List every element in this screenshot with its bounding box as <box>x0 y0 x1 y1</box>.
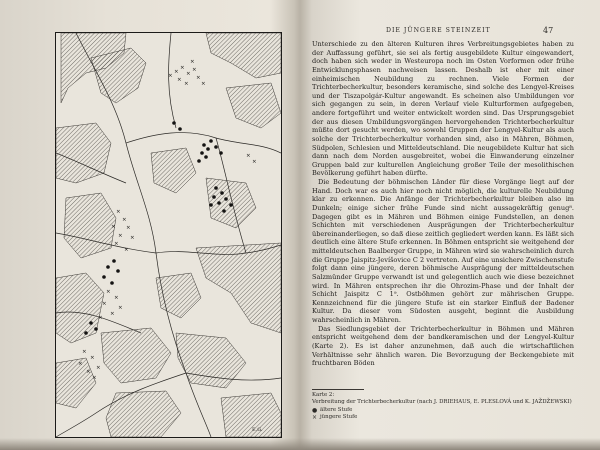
left-page <box>0 0 292 450</box>
svg-text:×: × <box>201 81 206 87</box>
svg-text:×: × <box>86 369 91 375</box>
legend-label: jüngere Stufe <box>320 414 358 421</box>
svg-text:×: × <box>186 71 191 77</box>
svg-text:×: × <box>118 305 123 311</box>
distribution-map <box>55 32 282 438</box>
svg-text:×: × <box>190 59 195 65</box>
svg-text:×: × <box>174 69 179 75</box>
body-text <box>312 40 574 368</box>
legend-label: ältere Stufe <box>320 406 353 413</box>
map-corner-label: E.G. <box>252 427 263 433</box>
svg-text:×: × <box>82 349 87 355</box>
svg-text:×: × <box>102 301 107 307</box>
svg-text:×: × <box>126 225 131 231</box>
svg-text:×: × <box>114 295 119 301</box>
running-head: DIE JÜNGERE STEINZEIT <box>386 27 491 34</box>
svg-text:×: × <box>98 315 103 321</box>
map-caption <box>312 392 576 422</box>
map-svg <box>56 33 281 437</box>
svg-text:×: × <box>177 77 182 83</box>
svg-text:×: × <box>96 365 101 371</box>
svg-text:×: × <box>124 247 129 253</box>
svg-text:×: × <box>130 235 135 241</box>
caption-title: Karte 2: <box>312 392 335 398</box>
page-shadow <box>0 438 600 450</box>
svg-text:×: × <box>252 159 257 165</box>
svg-text:×: × <box>180 65 185 71</box>
svg-text:×: × <box>184 81 189 87</box>
svg-text:×: × <box>122 217 127 223</box>
right-page <box>296 0 600 450</box>
svg-text:×: × <box>246 153 251 159</box>
page-number: 47 <box>543 26 554 35</box>
svg-text:×: × <box>192 67 197 73</box>
caption-text: Verbreitung der Trichterbecherkultur (nach J. DRIEHAUS, E. PLESLOVÁ und K. JAŽDŽEWSKI) <box>312 399 572 406</box>
svg-text:×: × <box>118 233 123 239</box>
svg-text:×: × <box>92 375 97 381</box>
paragraph-2: Die Bedeutung der böhmischen Länder für diese Vorgänge liegt auf der Hand. Doch war es auch hier noch nicht möglich, die kulturelle Neubildung klar zu erkennen. Die Anfänge der Trichterbecherkultur bleiben also im Dunkeln; einige sicher frühe Funde sind nicht aussagekräftig genug⁸. Dagegen gibt es in Mähren und Böhmen einige Fundstellen, an denen Schichten mit verschiedenen Ausprägungen der Trichterbecherkultur übereinanderliegen, so daß diese zeitlich gegliedert werden kann. Es läßt sich deutlich eine ältere Stufe erkennen. In Böhmen entspricht sie weitgehend der mitteldeutschen Baalberger Gruppe, in Mähren wird sie wahrscheinlich durch die Gruppe Jaispitz-Jevíšovice C 2 vertreten. Auf eine unsichere Zwischenstufe folgt dann eine jüngere, deren böhmische Ausprägung der mitteldeutschen Salzmünder Gruppe verwandt ist und gelegentlich auch wie diese bezeichnet wird. In Mähren entsprechen ihr die Ohrozim-Phase und der Inhalt der Schicht Jaispitz C 1⁹. Ostböhmen gehört zur mährischen Gruppe. Kennzeichnend für die jüngere Stufe ist ein starker Einfluß der Badener Kultur. Da dieser vom Südosten ausgeht, beginnt die Ausbildung wahrscheinlich in Mähren. <box>312 178 574 324</box>
legend-older-stage <box>312 407 576 414</box>
svg-text:×: × <box>106 289 111 295</box>
svg-text:×: × <box>78 361 83 367</box>
paragraph-1: Unterschiede zu den älteren Kulturen ihres Verbreitungsgebietes haben zu der Auffassung geführt, sie sei als fertig ausgebildete Kultur eingewandert, doch haben sich weder in Westeuropa noch im Osten Vorformen oder frühe Entwicklungsphasen nachweisen lassen. Deshalb ist eher mit einer einheimischen Neubildung zu rechnen. Viele Formen der Trichterbecherkultur, besonders keramische, sind solche des Lengyel-Kreises und der Tiszapolgár-Kultur angewandt. Es scheinen also Umbildungen vor sich gegangen zu sein, in deren Verlauf viele Kulturformen aufgegeben, andere fortgeführt und weiter entwickelt worden sind. Das Ursprungsgebiet der aus diesen Umbildungsvorgängen hervorgehenden Trichterbecherkultur müßte dort gesucht werden, wo sowohl Gruppen der Lengyel-Kultur als auch solche der Trichterbecherkultur vorhanden sind, also in Mähren, Böhmen, Südpolen, Schlesien und Mitteldeutschland. Die neugebildete Kultur hat sich dann nach dem Norden ausgebreitet, wobei die Einwanderung einzelner Gruppen bald zur kulturellen Angleichung großer Teile der mesolithischen Bevölkerung geführt haben dürfte. <box>312 40 574 178</box>
dot-symbol-icon: ● <box>312 406 318 414</box>
svg-text:×: × <box>111 224 116 230</box>
hatched-areas <box>56 33 281 437</box>
cross-symbol-icon: × <box>312 414 318 422</box>
paragraph-3: Das Siedlungsgebiet der Trichterbecherkultur in Böhmen und Mähren entspricht weitgehend dem der bandkeramischen und der Lengyel-Kultur (Karte 2). Es ist daher anzunehmen, daß auch die wirtschaftlichen Verhältnisse sehr ähnlich waren. Die Bevorzugung der Beckengebiete mit fruchtbaren Böden <box>312 324 574 368</box>
svg-text:×: × <box>114 241 119 247</box>
svg-text:×: × <box>90 355 95 361</box>
svg-text:×: × <box>110 311 115 317</box>
svg-text:×: × <box>196 75 201 81</box>
svg-text:×: × <box>116 209 121 215</box>
legend-younger-stage <box>312 414 576 421</box>
svg-text:×: × <box>168 73 173 79</box>
caption-rule <box>312 389 364 390</box>
